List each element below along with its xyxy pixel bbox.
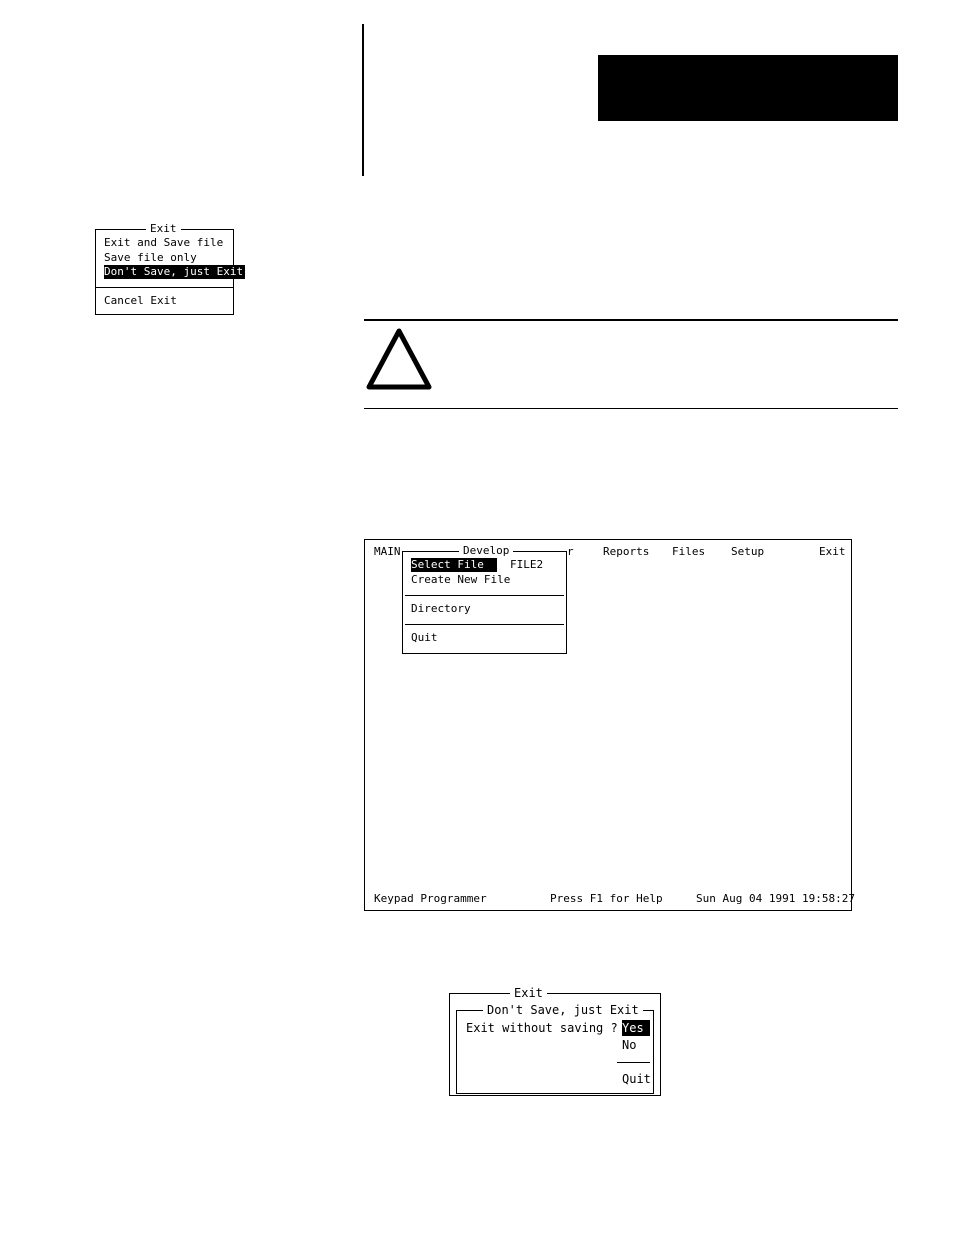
save-file-only-item[interactable]: Save file only — [104, 251, 197, 264]
status-help-hint: Press F1 for Help — [550, 892, 663, 905]
terminal-screen — [364, 539, 855, 911]
menu-monitor-fragment[interactable]: r — [567, 545, 574, 558]
exit-and-save-item[interactable]: Exit and Save file — [104, 236, 224, 249]
develop-menu-divider-2 — [405, 624, 564, 625]
exit-prompt: Exit without saving ? — [466, 1021, 618, 1035]
exit-dialog — [449, 986, 661, 1096]
yes-option[interactable]: Yes — [622, 1020, 650, 1036]
dialog-quit-option[interactable]: Quit — [622, 1072, 651, 1086]
dialog-divider — [617, 1062, 650, 1063]
menu-setup[interactable]: Setup — [731, 545, 765, 558]
dont-save-exit-item[interactable]: Don't Save, just Exit — [104, 265, 244, 278]
directory-item[interactable]: Directory — [411, 602, 471, 615]
exit-menu-title: Exit — [146, 222, 181, 236]
cancel-exit-item[interactable]: Cancel Exit — [104, 294, 177, 307]
develop-menu — [402, 544, 567, 654]
warning-bottom-rule — [364, 408, 898, 409]
warning-triangle-icon — [366, 325, 432, 391]
develop-menu-divider-1 — [405, 595, 564, 596]
warning-top-rule — [364, 319, 898, 321]
menu-files[interactable]: Files — [672, 545, 706, 558]
menu-main[interactable]: MAIN — [374, 545, 401, 558]
develop-menu-title: Develop — [459, 544, 513, 558]
status-datetime: Sun Aug 04 1991 19:58:27 — [696, 892, 855, 905]
menu-exit[interactable]: Exit — [819, 545, 846, 558]
header-vertical-rule — [362, 24, 364, 176]
select-file-item[interactable]: Select File — [411, 558, 497, 572]
exit-menu-divider — [96, 287, 233, 288]
menu-reports[interactable]: Reports — [603, 545, 650, 558]
exit-menu — [95, 222, 244, 315]
dont-save-dialog-title: Don't Save, just Exit — [483, 1002, 643, 1018]
exit-dialog-title: Exit — [510, 985, 547, 1001]
create-new-file-item[interactable]: Create New File — [411, 573, 511, 586]
dont-save-dialog — [456, 1003, 654, 1094]
no-option[interactable]: No — [622, 1038, 637, 1052]
current-file-name: FILE2 — [510, 558, 544, 571]
status-app-name: Keypad Programmer — [374, 892, 487, 905]
quit-item[interactable]: Quit — [411, 631, 438, 644]
chapter-header-block — [598, 55, 898, 121]
